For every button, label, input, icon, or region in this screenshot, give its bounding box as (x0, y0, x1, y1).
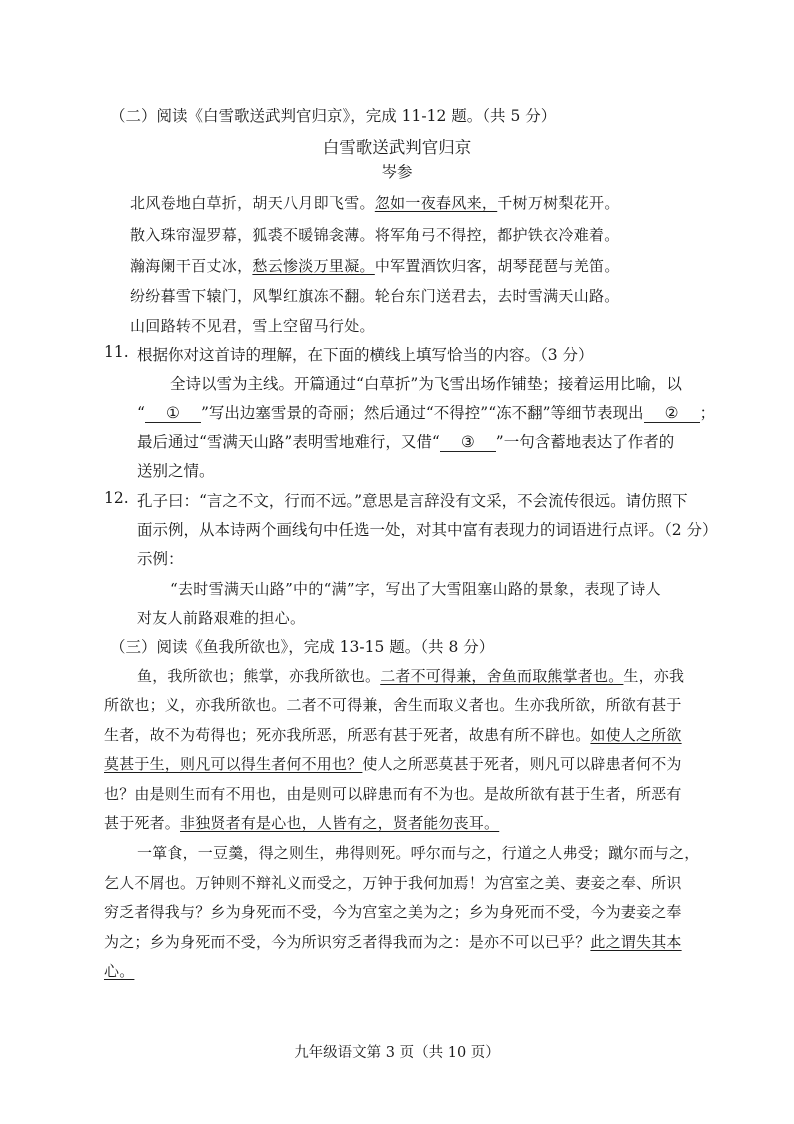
q12-example-label: 示例： (137, 550, 184, 568)
poem-line-5: 山回路转不见君，雪上空留马行处。 (130, 317, 375, 335)
blank-3[interactable]: ③ (440, 433, 496, 452)
poem-author: 岑参 (381, 163, 413, 181)
q12-line-1: 孔子曰：“言之不文，行而不远。”意思是言辞没有文采，不会流传很远。请仿照下 (137, 492, 688, 510)
q11-passage-line-4: 送别之情。 (137, 462, 215, 480)
passage-line-4: 莫甚于生，则凡可以得生者何不用也？使人之所恶莫甚于死者，则凡可以辟患者何不为 (104, 755, 682, 773)
q11-passage-line-1: 全诗以雪为主线。开篇通过“白草折”为飞雪出场作铺垫；接着运用比喻，以 (170, 375, 682, 393)
underlined-line: 愁云惨淡万里凝。 (252, 257, 375, 275)
passage-line-9: 穷乏者得我与？乡为身死而不受，今为宫室之美为之；乡为身死而不受，今为妻妾之奉 (104, 903, 682, 921)
q11-passage-line-2: “ ① ”写出边塞雪景的奇丽；然后通过“不得控”“冻不翻”等细节表现出 ② ； (137, 404, 716, 422)
section-3-heading: （三）阅读《鱼我所欲也》，完成 13-15 题。（共 8 分） (110, 638, 495, 656)
poem-title: 白雪歌送武判官归京 (322, 138, 472, 157)
poem-line-2: 散入珠帘湿罗幕，狐裘不暖锦衾薄。将军角弓不得控，都护铁衣冷难着。 (130, 226, 620, 244)
poem-line-3: 瀚海阑干百丈冰，愁云惨淡万里凝。中军置酒饮归客，胡琴琵琶与羌笛。 (130, 257, 620, 275)
q12-example-line-2: 对友人前路艰难的担心。 (137, 609, 306, 627)
passage-line-10: 为之；乡为身死而不受，今为所识穷乏者得我而为之：是亦不可以已乎？此之谓失其本 (104, 933, 682, 951)
underlined-line: 莫甚于生，则凡可以得生者何不用也？ (104, 755, 363, 773)
underlined-line: 非独贤者有是心也，人皆有之，贤者能勿丧耳。 (180, 814, 500, 832)
underlined-line: 此之谓失其本 (590, 933, 682, 951)
passage-line-5: 也？由是则生而有不用也，由是则可以辟患而有不为也。是故所欲有甚于生者，所恶有 (104, 785, 682, 803)
passage-line-8: 乞人不屑也。万钟则不辩礼义而受之，万钟于我何加焉！为宫室之美、妻妾之奉、所识 (104, 874, 682, 892)
question-11-number: 11. (104, 343, 129, 361)
blank-1[interactable]: ① (145, 404, 201, 423)
poem-line-4: 纷纷暮雪下辕门，风掣红旗冻不翻。轮台东门送君去，去时雪满天山路。 (130, 287, 620, 305)
q12-line-2: 面示例，从本诗两个画线句中任选一处，对其中富有表现力的词语进行点评。（2 分） (137, 521, 718, 539)
passage-line-3: 生者，故不为苟得也；死亦我所恶，所恶有甚于死者，故患有所不辟也。如使人之所欲 (104, 726, 682, 744)
question-11-prompt: 根据你对这首诗的理解，在下面的横线上填写恰当的内容。（3 分） (137, 346, 594, 364)
question-12-number: 12. (104, 489, 129, 507)
poem-line-1: 北风卷地白草折，胡天八月即飞雪。忽如一夜春风来，千树万树梨花开。 (130, 194, 620, 212)
underlined-line: 忽如一夜春风来， (374, 194, 498, 212)
passage-line-1: 鱼，我所欲也；熊掌，亦我所欲也。二者不可得兼，舍鱼而取熊掌者也。生，亦我 (137, 667, 685, 685)
q12-example-line-1: “去时雪满天山路”中的“满”字，写出了大雪阻塞山路的景象，表现了诗人 (170, 580, 661, 598)
blank-2[interactable]: ② (644, 404, 700, 423)
underlined-line: 如使人之所欲 (590, 726, 682, 744)
passage-line-6: 甚于死者。非独贤者有是心也，人皆有之，贤者能勿丧耳。 (104, 814, 500, 832)
underlined-line: 心。 (104, 962, 135, 980)
section-2-heading: （二）阅读《白雪歌送武判官归京》，完成 11-12 题。（共 5 分） (110, 107, 557, 125)
passage-line-2: 所欲也；义，亦我所欲也。二者不可得兼，舍生而取义者也。生亦我所欲，所欲有甚于 (104, 696, 682, 714)
page-footer: 九年级语文第 3 页（共 10 页） (294, 1045, 500, 1061)
q11-passage-line-3: 最后通过“雪满天山路”表明雪地难行，又借“ ③ ”一句含蓄地表达了作者的 (137, 433, 675, 451)
passage-line-11 (104, 960, 134, 981)
passage-line-7: 一箪食，一豆羹，得之则生，弗得则死。呼尔而与之，行道之人弗受；蹴尔而与之， (137, 844, 700, 862)
underlined-line: 二者不可得兼，舍鱼而取熊掌者也。 (380, 667, 624, 685)
